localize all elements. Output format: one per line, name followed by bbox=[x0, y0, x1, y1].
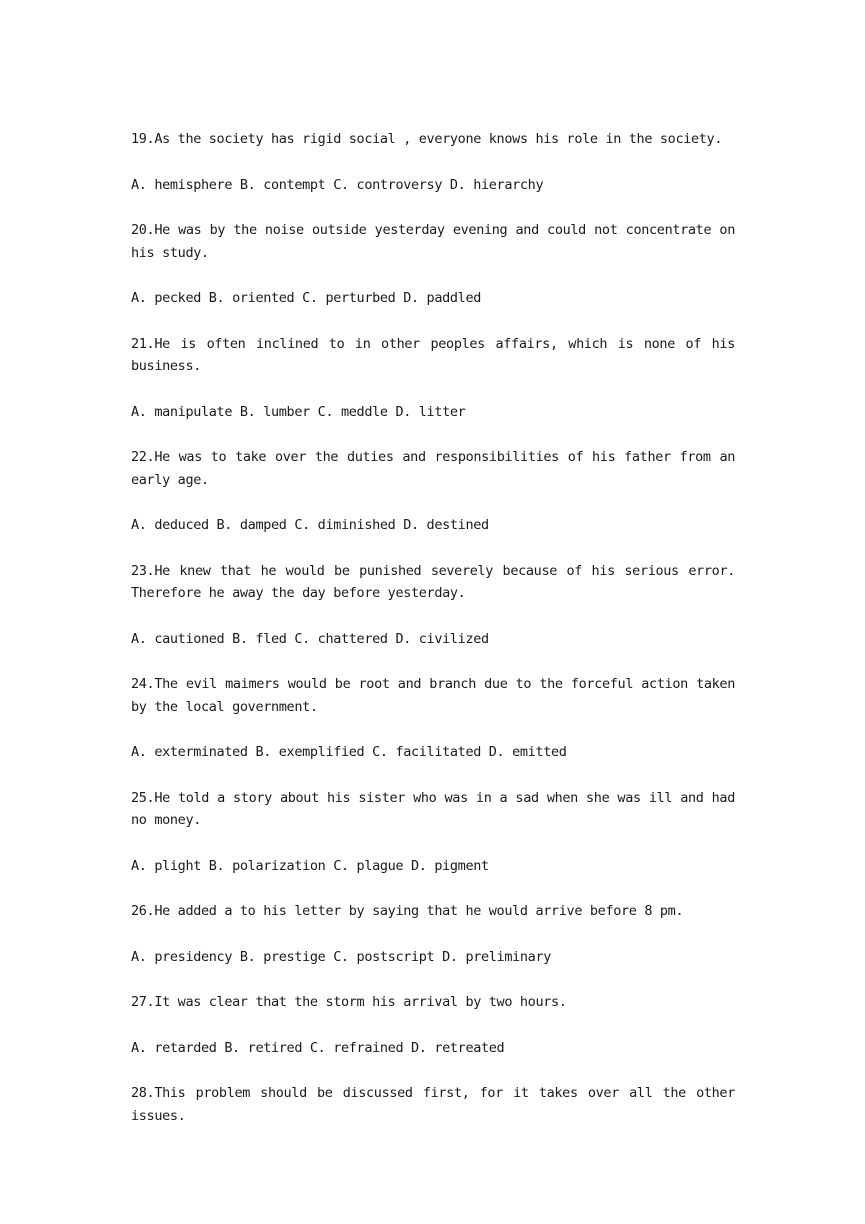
question-19: 19.As the society has rigid social , everyone knows his role in the society. bbox=[131, 131, 723, 147]
options-27: A. retarded B. retired C. refrained D. retreated bbox=[131, 1039, 505, 1056]
question-20: 20.He was by the noise outside yesterday evening and could not concentrate on his study. bbox=[131, 222, 735, 261]
question-22: 22.He was to take over the duties and responsibilities of his father from an early age. bbox=[131, 449, 735, 488]
question-21: 21.He is often inclined to in other peoples affairs, which is none of his business. bbox=[131, 335, 735, 374]
options-26: A. presidency B. prestige C. postscript D. preliminary bbox=[131, 948, 551, 965]
options-23: A. cautioned B. fled C. chattered D. civilized bbox=[131, 630, 489, 647]
question-25: 25.He told a story about his sister who was in a sad when she was ill and had no money. bbox=[131, 789, 735, 828]
options-24: A. exterminated B. exemplified C. facilitated D. emitted bbox=[131, 744, 567, 760]
question-28: 28.This problem should be discussed first, for it takes over all the other issues. bbox=[131, 1085, 735, 1124]
document-page bbox=[131, 128, 735, 1150]
options-22: A. deduced B. damped C. diminished D. destined bbox=[131, 517, 489, 533]
options-25: A. plight B. polarization C. plague D. pigment bbox=[131, 857, 489, 874]
options-19: A. hemisphere B. contempt C. controversy D. hierarchy bbox=[131, 176, 544, 193]
options-21: A. manipulate B. lumber C. meddle D. litter bbox=[131, 403, 466, 420]
options-20: A. pecked B. oriented C. perturbed D. paddled bbox=[131, 290, 481, 306]
question-23: 23.He knew that he would be punished severely because of his serious error. Therefore he away the day before yesterday. bbox=[131, 562, 735, 601]
question-26: 26.He added a to his letter by saying that he would arrive before 8 pm. bbox=[131, 903, 684, 919]
question-24: 24.The evil maimers would be root and branch due to the forceful action taken by the local government. bbox=[131, 676, 735, 715]
question-27: 27.It was clear that the storm his arrival by two hours. bbox=[131, 994, 567, 1010]
